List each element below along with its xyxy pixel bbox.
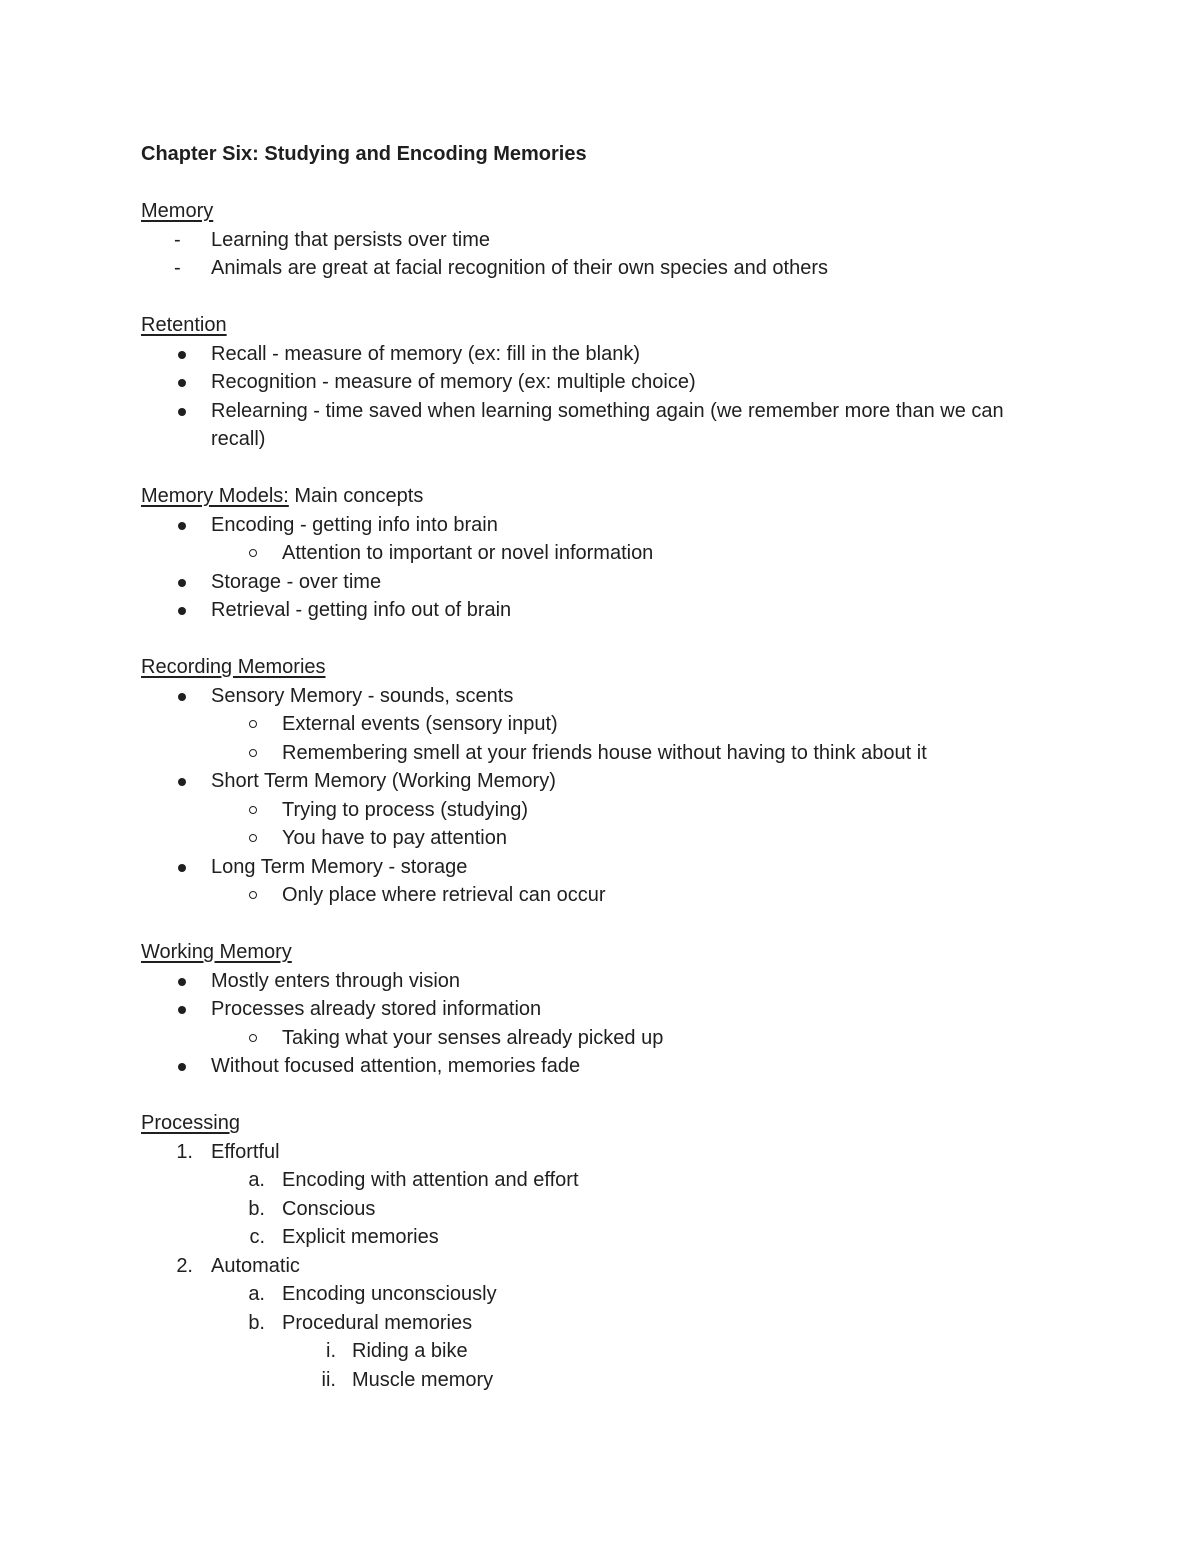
- disc-bullet-icon: [178, 379, 186, 387]
- list-item: - Animals are great at facial recognition of their own species and others: [141, 254, 1061, 283]
- list-letter: b.: [248, 1197, 265, 1220]
- lettered-item: b. Conscious: [141, 1195, 1061, 1224]
- disc-bullet-icon: [178, 978, 186, 986]
- list-item: Recall - measure of memory (ex: fill in the blank): [141, 340, 1061, 369]
- lettered-item: a. Encoding with attention and effort: [141, 1166, 1061, 1195]
- disc-bullet-icon: [178, 778, 186, 786]
- disc-bullet-icon: [178, 408, 186, 416]
- sub-list-item: Trying to process (studying): [141, 796, 1061, 825]
- lettered-item: c. Explicit memories: [141, 1223, 1061, 1252]
- sub-list-item: Only place where retrieval can occur: [141, 881, 1061, 910]
- list-item: Retrieval - getting info out of brain: [141, 596, 1061, 625]
- list-item: Sensory Memory - sounds, scents: [141, 682, 1061, 711]
- roman-item: i. Riding a bike: [141, 1337, 1061, 1366]
- dash-bullet-icon: -: [174, 228, 181, 251]
- list-letter: b.: [248, 1311, 265, 1334]
- disc-bullet-icon: [178, 579, 186, 587]
- lettered-item: a. Encoding unconsciously: [141, 1280, 1061, 1309]
- section-heading: Memory: [141, 200, 214, 222]
- numbered-item: 2. Automatic: [141, 1252, 1061, 1281]
- list-number: 1.: [176, 1140, 193, 1163]
- list-item: Mostly enters through vision: [141, 967, 1061, 996]
- disc-bullet-icon: [178, 693, 186, 701]
- disc-bullet-icon: [178, 607, 186, 615]
- document-page: [141, 140, 1061, 1423]
- list-item: Without focused attention, memories fade: [141, 1052, 1061, 1081]
- section-working-memory: [141, 938, 1061, 1081]
- numbered-item: 1. Effortful: [141, 1138, 1061, 1167]
- section-retention: [141, 311, 1061, 454]
- disc-bullet-icon: [178, 351, 186, 359]
- list-item: Relearning - time saved when learning something again (we remember more than we can recall): [141, 397, 1061, 454]
- list-item: - Learning that persists over time: [141, 226, 1061, 255]
- disc-bullet-icon: [178, 1063, 186, 1071]
- circle-bullet-icon: [249, 891, 257, 899]
- list-roman-numeral: ii.: [321, 1368, 336, 1391]
- section-heading: Recording Memories: [141, 656, 326, 678]
- list-number: 2.: [176, 1254, 193, 1277]
- list-item: Storage - over time: [141, 568, 1061, 597]
- list-letter: a.: [248, 1169, 265, 1191]
- section-recording-memories: [141, 653, 1061, 910]
- list-item: Processes already stored information: [141, 995, 1061, 1024]
- section-heading-suffix: Main concepts: [288, 485, 424, 507]
- sub-list-item: Taking what your senses already picked up: [141, 1024, 1061, 1053]
- circle-bullet-icon: [249, 749, 257, 757]
- sub-list-item: You have to pay attention: [141, 824, 1061, 853]
- list-letter: c.: [249, 1226, 265, 1248]
- section-memory: [141, 197, 1061, 283]
- lettered-item: b. Procedural memories: [141, 1309, 1061, 1338]
- section-heading: Retention: [141, 314, 227, 336]
- disc-bullet-icon: [178, 864, 186, 872]
- circle-bullet-icon: [249, 806, 257, 814]
- section-memory-models: [141, 482, 1061, 625]
- section-heading: Working Memory: [141, 941, 292, 963]
- list-item: Long Term Memory - storage: [141, 853, 1061, 882]
- disc-bullet-icon: [178, 522, 186, 530]
- section-heading: Memory Models:: [141, 485, 289, 507]
- sub-list-item: External events (sensory input): [141, 710, 1061, 739]
- list-roman-numeral: i.: [326, 1340, 336, 1362]
- page-title: Chapter Six: Studying and Encoding Memories: [141, 143, 587, 165]
- list-item: Encoding - getting info into brain: [141, 511, 1061, 540]
- roman-item: ii. Muscle memory: [141, 1366, 1061, 1395]
- sub-list-item: Attention to important or novel information: [141, 539, 1061, 568]
- circle-bullet-icon: [249, 549, 257, 557]
- list-item: Recognition - measure of memory (ex: multiple choice): [141, 368, 1061, 397]
- list-letter: a.: [248, 1283, 265, 1305]
- circle-bullet-icon: [249, 834, 257, 842]
- disc-bullet-icon: [178, 1006, 186, 1014]
- list-item: Short Term Memory (Working Memory): [141, 767, 1061, 796]
- circle-bullet-icon: [249, 720, 257, 728]
- section-processing: [141, 1109, 1061, 1394]
- circle-bullet-icon: [249, 1034, 257, 1042]
- section-heading: Processing: [141, 1112, 240, 1134]
- dash-bullet-icon: -: [174, 257, 181, 279]
- sub-list-item: Remembering smell at your friends house without having to think about it: [141, 739, 1061, 768]
